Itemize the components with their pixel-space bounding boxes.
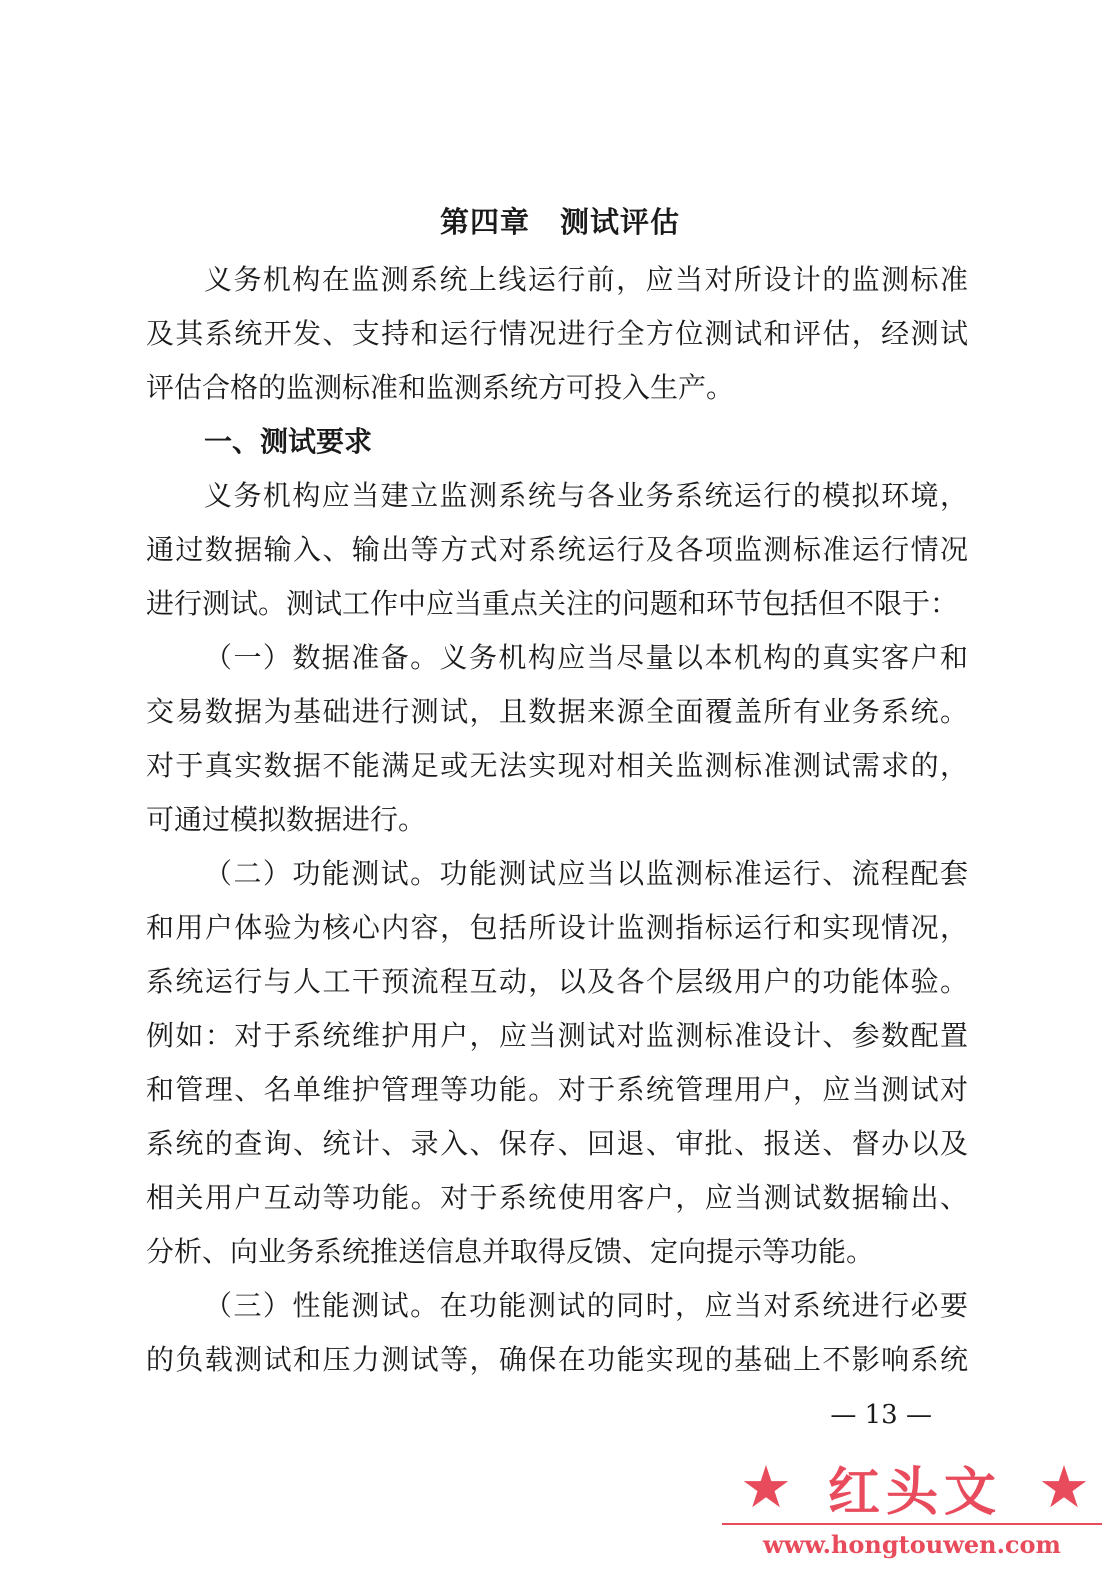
paragraph-line: 评估合格的监测标准和监测系统方可投入生产。 [146, 371, 735, 404]
paragraph-line: 义务机构在监测系统上线运行前，应当对所设计的监测标准 [204, 263, 968, 296]
star-icon: ★ [740, 1453, 792, 1521]
page-number: — 13 — [830, 1400, 932, 1430]
paragraph-line: （一）数据准备。义务机构应当尽量以本机构的真实客户和 [204, 641, 968, 674]
paragraph-line: 例如：对于系统维护用户，应当测试对监测标准设计、参数配置 [146, 1019, 968, 1052]
paragraph-line: 相关用户互动等功能。对于系统使用客户，应当测试数据输出、 [146, 1181, 968, 1214]
paragraph-line: 和管理、名单维护管理等功能。对于系统管理用户，应当测试对 [146, 1073, 968, 1106]
paragraph-line: 的负载测试和压力测试等，确保在功能实现的基础上不影响系统 [146, 1343, 968, 1376]
paragraph-line: 及其系统开发、支持和运行情况进行全方位测试和评估，经测试 [146, 317, 968, 350]
watermark-url[interactable]: www.hongtouwen.com [763, 1530, 1061, 1559]
paragraph-line: （三）性能测试。在功能测试的同时，应当对系统进行必要 [204, 1289, 968, 1322]
paragraph-line: 系统的查询、统计、录入、保存、回退、审批、报送、督办以及 [146, 1127, 968, 1160]
paragraph-line: 和用户体验为核心内容，包括所设计监测指标运行和实现情况， [146, 911, 968, 944]
watermark-divider [722, 1523, 1102, 1525]
paragraph-line: 可通过模拟数据进行。 [146, 803, 427, 836]
paragraph-line: 对于真实数据不能满足或无法实现对相关监测标准测试需求的， [146, 749, 968, 782]
paragraph-line: 交易数据为基础进行测试，且数据来源全面覆盖所有业务系统。 [146, 695, 968, 728]
paragraph-line: 义务机构应当建立监测系统与各业务系统运行的模拟环境， [204, 479, 968, 512]
paragraph-line: （二）功能测试。功能测试应当以监测标准运行、流程配套 [204, 857, 968, 890]
watermark-logo [740, 1452, 1090, 1522]
paragraph-line: 系统运行与人工干预流程互动，以及各个层级用户的功能体验。 [146, 965, 968, 998]
paragraph-line: 通过数据输入、输出等方式对系统运行及各项监测标准运行情况 [146, 533, 968, 566]
watermark-title: 红头文 [827, 1461, 1002, 1523]
paragraph-line: 进行测试。测试工作中应当重点关注的问题和环节包括但不限于： [146, 587, 959, 620]
chapter-title: 第四章 测试评估 [439, 205, 680, 239]
paragraph-line: 分析、向业务系统推送信息并取得反馈、定向提示等功能。 [146, 1235, 875, 1268]
star-icon: ★ [1037, 1453, 1090, 1521]
section-heading: 一、测试要求 [204, 425, 373, 458]
